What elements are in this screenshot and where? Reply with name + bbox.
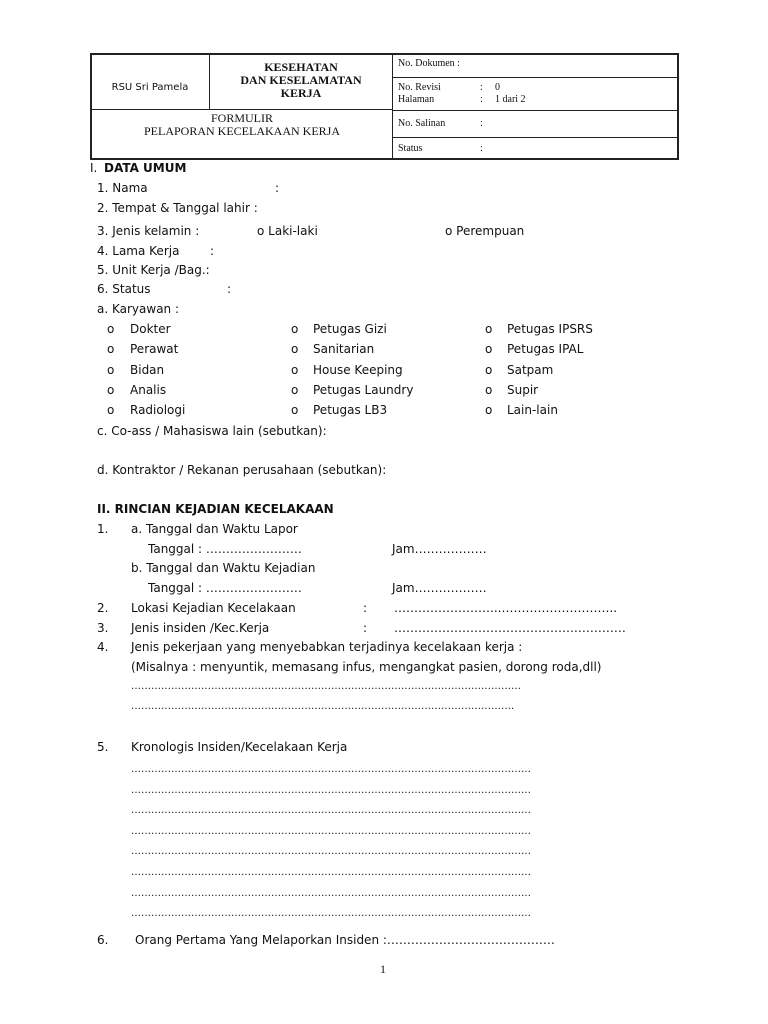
- header-title-line: KERJA: [280, 86, 322, 100]
- employee-option-label: House Keeping: [313, 363, 403, 377]
- employee-option-label: Supir: [507, 383, 539, 397]
- employee-option-label: Petugas Laundry: [313, 383, 414, 397]
- field-gender-label: 3. Jenis kelamin :: [97, 224, 200, 238]
- radio-bullet[interactable]: o: [291, 342, 299, 356]
- field-ttl-label: 2. Tempat & Tanggal lahir :: [97, 201, 258, 215]
- radio-bullet[interactable]: o: [485, 342, 493, 356]
- gender-option-female[interactable]: o Perempuan: [445, 224, 525, 238]
- revision-label: No. Revisi: [398, 82, 441, 93]
- separator: :: [210, 244, 215, 258]
- work-type-example: (Misalnya : menyuntik, memasang infus, mengangkat pasien, dorong roda,dll): [131, 660, 602, 674]
- employee-option-label: Petugas LB3: [313, 403, 388, 417]
- radio-bullet[interactable]: o: [291, 322, 299, 336]
- separator: :: [275, 181, 280, 195]
- location-field[interactable]: ……………………...………………………..: [394, 601, 618, 615]
- employee-option-label: Petugas IPSRS: [507, 322, 593, 336]
- page-number: 1: [380, 962, 386, 976]
- gender-option-male[interactable]: o Laki-laki: [257, 224, 318, 238]
- form-title-line: FORMULIR: [210, 111, 273, 125]
- employee-option-label: Sanitarian: [313, 342, 375, 356]
- item-number: 3.: [97, 621, 109, 635]
- item-number: 6.: [97, 933, 109, 947]
- item-number: 2.: [97, 601, 109, 615]
- separator: :: [480, 82, 483, 93]
- chronology-line[interactable]: …………………………………………………………………………………………………………: [131, 764, 531, 775]
- chronology-line[interactable]: …………………………………………………………………………………………………………: [131, 888, 531, 899]
- chronology-line[interactable]: …………………………………………………………………………………………………………: [131, 908, 531, 919]
- chronology-line[interactable]: …………………………………………………………………………………………………………: [131, 785, 531, 796]
- chronology-line[interactable]: …………………………………………………………………………………………………………: [131, 867, 531, 878]
- karyawan-label: a. Karyawan :: [97, 302, 180, 316]
- radio-bullet[interactable]: o: [291, 403, 299, 417]
- kontraktor-label: d. Kontraktor / Rekanan perusahaan (sebutkan):: [97, 463, 387, 477]
- field-lama-kerja-label: 4. Lama Kerja: [97, 244, 180, 258]
- report-date-field[interactable]: Tanggal : ……………………: [148, 542, 302, 556]
- section-heading: DATA UMUM: [104, 161, 187, 175]
- employee-option-label: Lain-lain: [507, 403, 558, 417]
- report-time-field[interactable]: Jam………………: [392, 542, 487, 556]
- employee-option-label: Petugas IPAL: [507, 342, 584, 356]
- header-title-line: KESEHATAN: [264, 60, 338, 74]
- form-title-line: PELAPORAN KECELAKAAN KERJA: [143, 124, 340, 138]
- header-divider: [392, 137, 679, 138]
- field-status-label: 6. Status: [97, 282, 151, 296]
- radio-bullet[interactable]: o: [107, 383, 115, 397]
- employee-option-label: Bidan: [130, 363, 165, 377]
- work-type-field[interactable]: ………………………………………………………………………………………………………: [131, 681, 521, 692]
- incident-type-label: Jenis insiden /Kec.Kerja: [131, 621, 270, 635]
- radio-bullet[interactable]: o: [291, 363, 299, 377]
- chronology-line[interactable]: …………………………………………………………………………………………………………: [131, 846, 531, 857]
- employee-option-label: Perawat: [130, 342, 179, 356]
- separator: :: [363, 621, 368, 635]
- work-type-field[interactable]: …………………………………………………………………………………………………….: [131, 701, 515, 712]
- field-nama-label: 1. Nama: [97, 181, 148, 195]
- employee-option-label: Satpam: [507, 363, 554, 377]
- separator: :: [480, 118, 483, 129]
- copy-number-label: No. Salinan: [398, 118, 446, 129]
- item-number: 1.: [97, 522, 109, 536]
- employee-option-label: Dokter: [130, 322, 171, 336]
- section-number: I.: [90, 161, 98, 175]
- item-number: 5.: [97, 740, 109, 754]
- work-type-label: Jenis pekerjaan yang menyebabkan terjadinya kecelakaan kerja :: [131, 640, 523, 654]
- header-divider: [392, 53, 393, 160]
- page-label: Halaman: [398, 94, 435, 105]
- doc-number-label: No. Dokumen :: [398, 58, 460, 69]
- separator: :: [480, 143, 483, 154]
- separator: :: [363, 601, 368, 615]
- item-number: 4.: [97, 640, 109, 654]
- radio-bullet[interactable]: o: [107, 322, 115, 336]
- employee-option-label: Petugas Gizi: [313, 322, 387, 336]
- incident-datetime-label: b. Tanggal dan Waktu Kejadian: [131, 561, 316, 575]
- radio-bullet[interactable]: o: [291, 383, 299, 397]
- separator: :: [227, 282, 232, 296]
- radio-bullet[interactable]: o: [485, 322, 493, 336]
- revision-value: 0: [495, 82, 500, 93]
- first-reporter-field[interactable]: Orang Pertama Yang Melaporkan Insiden :……………………………………: [135, 933, 555, 947]
- page-value: 1 dari 2: [495, 94, 526, 105]
- field-unit-kerja-label: 5. Unit Kerja /Bag.:: [97, 263, 210, 277]
- header-divider: [392, 77, 679, 78]
- employee-option-label: Analis: [130, 383, 167, 397]
- section-heading: II. RINCIAN KEJADIAN KECELAKAAN: [97, 502, 334, 516]
- coass-label: c. Co-ass / Mahasiswa lain (sebutkan):: [97, 424, 327, 438]
- location-label: Lokasi Kejadian Kecelakaan: [131, 601, 296, 615]
- employee-option-label: Radiologi: [130, 403, 186, 417]
- incident-time-field[interactable]: Jam………………: [392, 581, 487, 595]
- separator: :: [480, 94, 483, 105]
- header-divider: [209, 53, 210, 110]
- chronology-line[interactable]: …………………………………………………………………………………………………………: [131, 805, 531, 816]
- radio-bullet[interactable]: o: [485, 363, 493, 377]
- report-datetime-label: a. Tanggal dan Waktu Lapor: [131, 522, 298, 536]
- radio-bullet[interactable]: o: [107, 403, 115, 417]
- hospital-name: RSU Sri Pamela: [111, 82, 189, 93]
- header-divider: [392, 110, 679, 111]
- radio-bullet[interactable]: o: [107, 342, 115, 356]
- incident-date-field[interactable]: Tanggal : ……………………: [148, 581, 302, 595]
- radio-bullet[interactable]: o: [107, 363, 115, 377]
- chronology-line[interactable]: …………………………………………………………………………………………………………: [131, 826, 531, 837]
- status-label: Status: [398, 143, 423, 154]
- radio-bullet[interactable]: o: [485, 403, 493, 417]
- incident-type-field[interactable]: ……………………………………….…………: [394, 621, 626, 635]
- header-title-line: DAN KESELAMATAN: [240, 73, 362, 87]
- header-divider: [90, 109, 392, 110]
- chronology-label: Kronologis Insiden/Kecelakaan Kerja: [131, 740, 348, 754]
- radio-bullet[interactable]: o: [485, 383, 493, 397]
